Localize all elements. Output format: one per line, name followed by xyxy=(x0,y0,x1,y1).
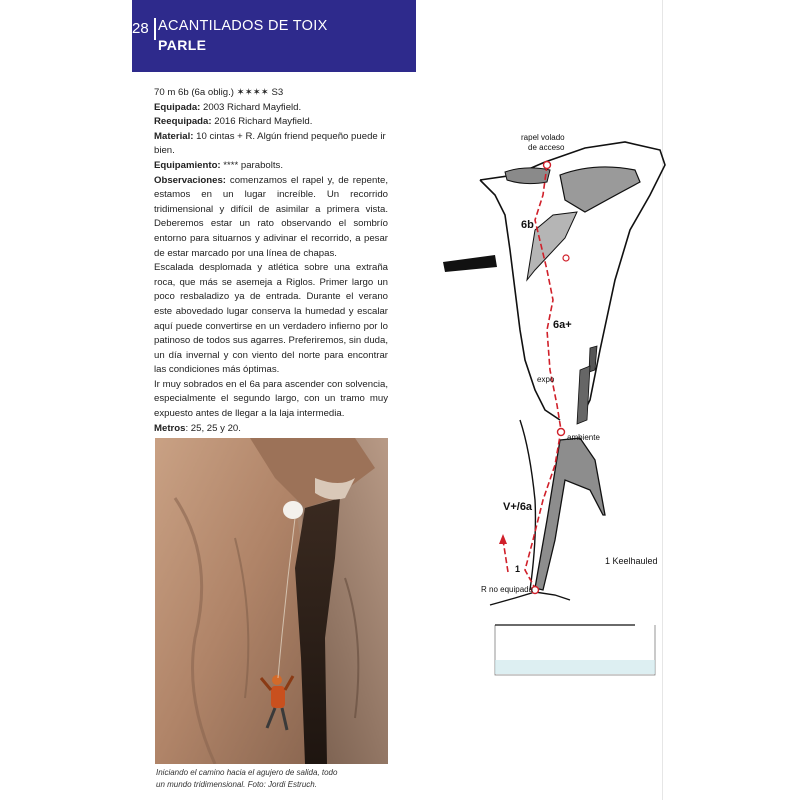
rapel-label-1: rapel volado xyxy=(521,133,565,142)
observaciones-value: comenzamos el rapel y, de repente, estamos en un lugar increíble. Un recorrido tridimensional y difícil de asimilar a primera vista. Deberemos estar un rato observando el sombrío entorno para situarnos y adivinar el recorrido, a pesar de estar marcado por una línea de chapas. xyxy=(154,174,388,259)
route-summary: 70 m 6b (6a oblig.) ✶✶✶✶ S3 xyxy=(154,87,284,98)
metros-value: : 25, 25 y 20. xyxy=(185,422,241,434)
page-header xyxy=(132,0,416,72)
hatched-block-1 xyxy=(505,168,550,184)
rock-outline-left xyxy=(480,180,560,420)
expo-label: expo xyxy=(537,375,555,384)
sea xyxy=(495,660,655,674)
hatched-flake xyxy=(527,212,577,280)
pitch-number: 1 xyxy=(515,564,521,574)
climber-body xyxy=(271,686,285,708)
grade-v-plus-6a: V+/6a xyxy=(503,501,533,513)
r-no-equipada-label: R no equipada xyxy=(481,585,534,594)
page-number: 28 xyxy=(132,18,156,40)
equipamiento-line xyxy=(154,159,388,174)
route-description xyxy=(154,86,388,436)
reequipada-value: 2016 Richard Mayfield. xyxy=(211,116,313,128)
material-value: 10 cintas + R. Algún friend pequeño puede ir bien. xyxy=(154,130,386,157)
observaciones-line xyxy=(154,174,388,262)
material-label: Material: xyxy=(154,130,194,142)
equipamiento-value: **** parabolts. xyxy=(220,159,284,171)
photo-caption xyxy=(156,767,396,790)
belay-ambiente xyxy=(558,429,565,436)
rapel-label-2: de acceso xyxy=(528,143,565,152)
paragraph-3: Ir muy sobrados en el 6a para ascender con solvencia, especialmente el segundo largo, con un tramo muy expuesto antes de llegar a la laja intermedia. xyxy=(154,378,388,420)
belay-rapel xyxy=(544,162,551,169)
ambiente-label: ambiente xyxy=(567,433,600,442)
equipamiento-label: Equipamiento: xyxy=(154,159,221,171)
approach-arrow-line xyxy=(503,540,508,572)
equipada-line xyxy=(154,101,388,116)
climbing-photo xyxy=(155,438,388,764)
climber-helmet xyxy=(272,675,282,685)
metros-label: Metros xyxy=(154,422,186,434)
paragraph-2: Escalada desplomada y atlética sobre una extraña roca, que más se asemeja a Riglos. Primer largo un poco resbaladizo ya de entrada. Durante el verano este abovedado lugar conserva la humedad y escalar aquí puede convertirse en un verdadero infierno por lo patinoso de todos sus agarres. Preferiremos, sin duda, un día invernal y con viento del norte para encontrar las condiciones más óptimas. xyxy=(154,262,388,376)
neighbour-route-label: 1 Keelhauled xyxy=(605,556,658,566)
section-title: ACANTILADOS DE TOIX xyxy=(158,18,328,34)
equipada-label: Equipada: xyxy=(154,101,201,113)
overhang-bar xyxy=(443,255,497,272)
caption-line-2: un mundo tridimensional. Foto: Jordi Estruch. xyxy=(156,779,317,789)
photo-illustration xyxy=(155,438,388,764)
lower-pillar xyxy=(535,438,605,590)
caption-line-1: Iniciando el camino hacia el agujero de salida, todo xyxy=(156,768,338,777)
reequipada-line xyxy=(154,115,388,130)
observaciones-label: Observaciones: xyxy=(154,174,226,186)
grade-6b: 6b xyxy=(521,219,534,231)
material-line xyxy=(154,130,388,159)
route-title: PARLE xyxy=(158,37,207,53)
equipada-value: 2003 Richard Mayfield. xyxy=(200,101,302,113)
grade-6a-plus: 6a+ xyxy=(553,319,572,331)
hatched-block-2 xyxy=(560,167,640,212)
route-topo-diagram xyxy=(435,120,685,700)
metros-line xyxy=(154,422,388,437)
approach-arrow-head xyxy=(499,534,507,544)
reequipada-label: Reequipada: xyxy=(154,116,212,128)
